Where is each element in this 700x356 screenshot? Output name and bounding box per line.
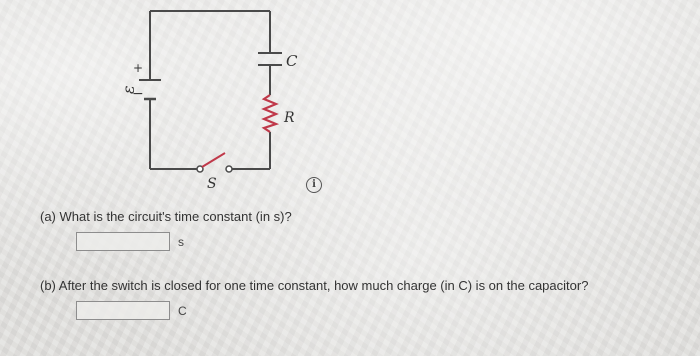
answer-b-row bbox=[76, 301, 187, 320]
capacitor-label: C bbox=[286, 52, 298, 70]
charge-unit: C bbox=[178, 303, 187, 318]
switch-symbol bbox=[197, 153, 232, 172]
time-constant-unit: s bbox=[178, 234, 184, 249]
info-icon[interactable]: i bbox=[306, 177, 322, 193]
battery-minus-label: − bbox=[132, 86, 144, 102]
question-a-text: (a) What is the circuit's time constant (in s)? bbox=[40, 209, 292, 224]
circuit-wires bbox=[150, 11, 270, 169]
time-constant-input[interactable] bbox=[76, 232, 170, 251]
emf-label: ε bbox=[119, 85, 138, 94]
switch-label: S bbox=[207, 176, 217, 192]
charge-input[interactable] bbox=[76, 301, 170, 320]
resistor-label: R bbox=[284, 110, 295, 126]
capacitor-symbol bbox=[258, 53, 282, 65]
battery-plus-label: + bbox=[133, 61, 144, 75]
answer-a-row bbox=[76, 232, 184, 251]
question-b-text: (b) After the switch is closed for one time constant, how much charge (in C) is on the capacitor? bbox=[40, 278, 589, 293]
resistor-symbol bbox=[264, 95, 276, 132]
